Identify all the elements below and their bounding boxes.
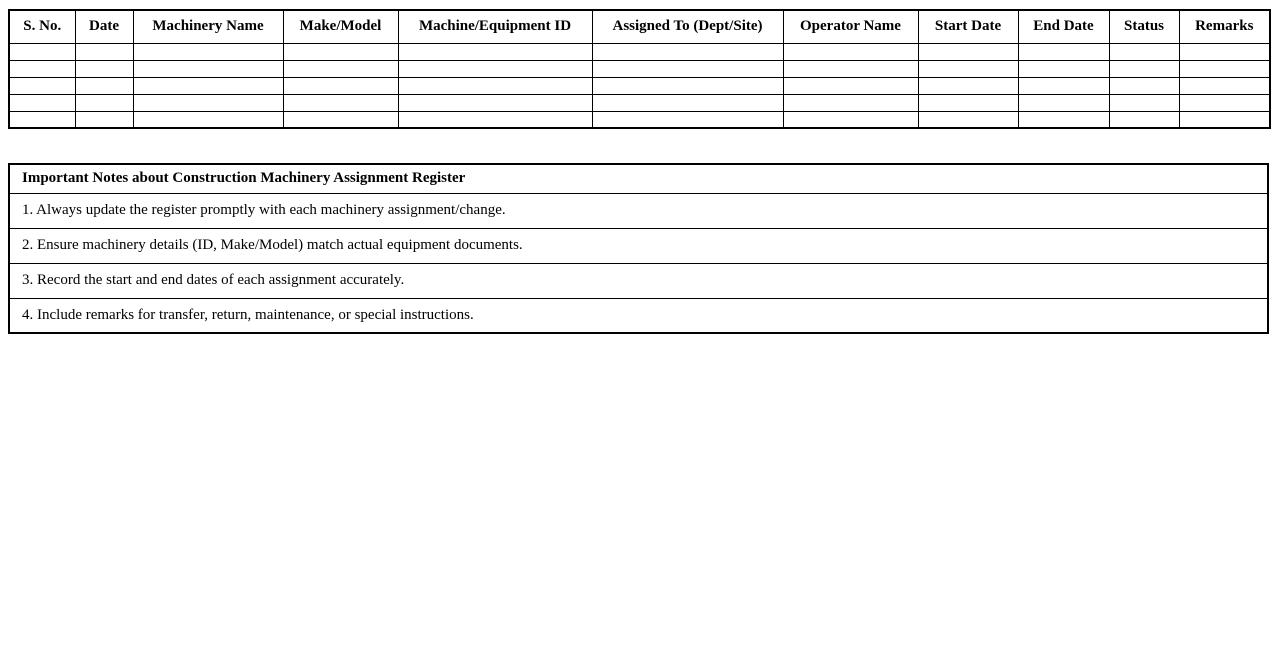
- register-cell: [9, 60, 75, 77]
- register-cell: [133, 111, 283, 128]
- register-cell: [1109, 43, 1179, 60]
- column-header-date: Date: [75, 10, 133, 43]
- register-cell: [133, 77, 283, 94]
- register-empty-row: [9, 43, 1270, 60]
- register-cell: [283, 77, 398, 94]
- register-cell: [1179, 60, 1270, 77]
- register-empty-row: [9, 77, 1270, 94]
- column-header-assigned-to: Assigned To (Dept/Site): [592, 10, 783, 43]
- register-cell: [1018, 111, 1109, 128]
- register-cell: [133, 43, 283, 60]
- important-notes-table: [8, 163, 1269, 334]
- register-cell: [783, 60, 918, 77]
- register-cell: [1109, 94, 1179, 111]
- register-cell: [283, 94, 398, 111]
- column-header-status: Status: [1109, 10, 1179, 43]
- register-cell: [283, 60, 398, 77]
- register-cell: [9, 43, 75, 60]
- register-cell: [592, 94, 783, 111]
- register-cell: [783, 111, 918, 128]
- register-empty-row: [9, 60, 1270, 77]
- column-header-start-date: Start Date: [918, 10, 1018, 43]
- register-cell: [398, 94, 592, 111]
- column-header-operator-name: Operator Name: [783, 10, 918, 43]
- register-cell: [1179, 111, 1270, 128]
- note-item-2: 2. Ensure machinery details (ID, Make/Model) match actual equipment documents.: [9, 228, 1268, 263]
- register-cell: [1179, 94, 1270, 111]
- column-header-machinery-name: Machinery Name: [133, 10, 283, 43]
- register-cell: [283, 111, 398, 128]
- register-cell: [1179, 43, 1270, 60]
- register-cell: [133, 60, 283, 77]
- column-header-end-date: End Date: [1018, 10, 1109, 43]
- register-cell: [398, 77, 592, 94]
- column-header-s-no: S. No.: [9, 10, 75, 43]
- register-cell: [783, 43, 918, 60]
- register-cell: [1018, 77, 1109, 94]
- register-cell: [283, 43, 398, 60]
- register-cell: [918, 43, 1018, 60]
- notes-title: Important Notes about Construction Machinery Assignment Register: [9, 164, 1268, 193]
- register-cell: [1179, 77, 1270, 94]
- register-cell: [1018, 43, 1109, 60]
- column-header-machine-equipment-id: Machine/Equipment ID: [398, 10, 592, 43]
- register-cell: [398, 60, 592, 77]
- machinery-assignment-register-table: [8, 9, 1271, 129]
- register-cell: [1018, 94, 1109, 111]
- note-item-row: [9, 263, 1268, 298]
- register-cell: [783, 77, 918, 94]
- register-cell: [9, 77, 75, 94]
- register-cell: [783, 94, 918, 111]
- note-item-row: [9, 228, 1268, 263]
- register-cell: [75, 60, 133, 77]
- register-cell: [133, 94, 283, 111]
- register-cell: [398, 111, 592, 128]
- register-cell: [1109, 60, 1179, 77]
- register-cell: [9, 94, 75, 111]
- note-item-row: [9, 298, 1268, 333]
- register-cell: [75, 77, 133, 94]
- note-item-4: 4. Include remarks for transfer, return, maintenance, or special instructions.: [9, 298, 1268, 333]
- register-empty-row: [9, 111, 1270, 128]
- note-item-3: 3. Record the start and end dates of each assignment accurately.: [9, 263, 1268, 298]
- register-header-row: [9, 10, 1270, 43]
- register-cell: [918, 111, 1018, 128]
- note-item-row: [9, 193, 1268, 228]
- register-cell: [1109, 111, 1179, 128]
- register-cell: [398, 43, 592, 60]
- column-header-remarks: Remarks: [1179, 10, 1270, 43]
- register-cell: [1018, 60, 1109, 77]
- register-cell: [1109, 77, 1179, 94]
- register-cell: [592, 111, 783, 128]
- register-empty-row: [9, 94, 1270, 111]
- register-cell: [592, 60, 783, 77]
- register-cell: [75, 111, 133, 128]
- column-header-make-model: Make/Model: [283, 10, 398, 43]
- register-cell: [592, 43, 783, 60]
- register-cell: [75, 43, 133, 60]
- register-cell: [918, 60, 1018, 77]
- notes-title-row: [9, 164, 1268, 193]
- register-cell: [918, 77, 1018, 94]
- note-item-1: 1. Always update the register promptly with each machinery assignment/change.: [9, 193, 1268, 228]
- register-cell: [592, 77, 783, 94]
- register-cell: [918, 94, 1018, 111]
- register-cell: [75, 94, 133, 111]
- register-cell: [9, 111, 75, 128]
